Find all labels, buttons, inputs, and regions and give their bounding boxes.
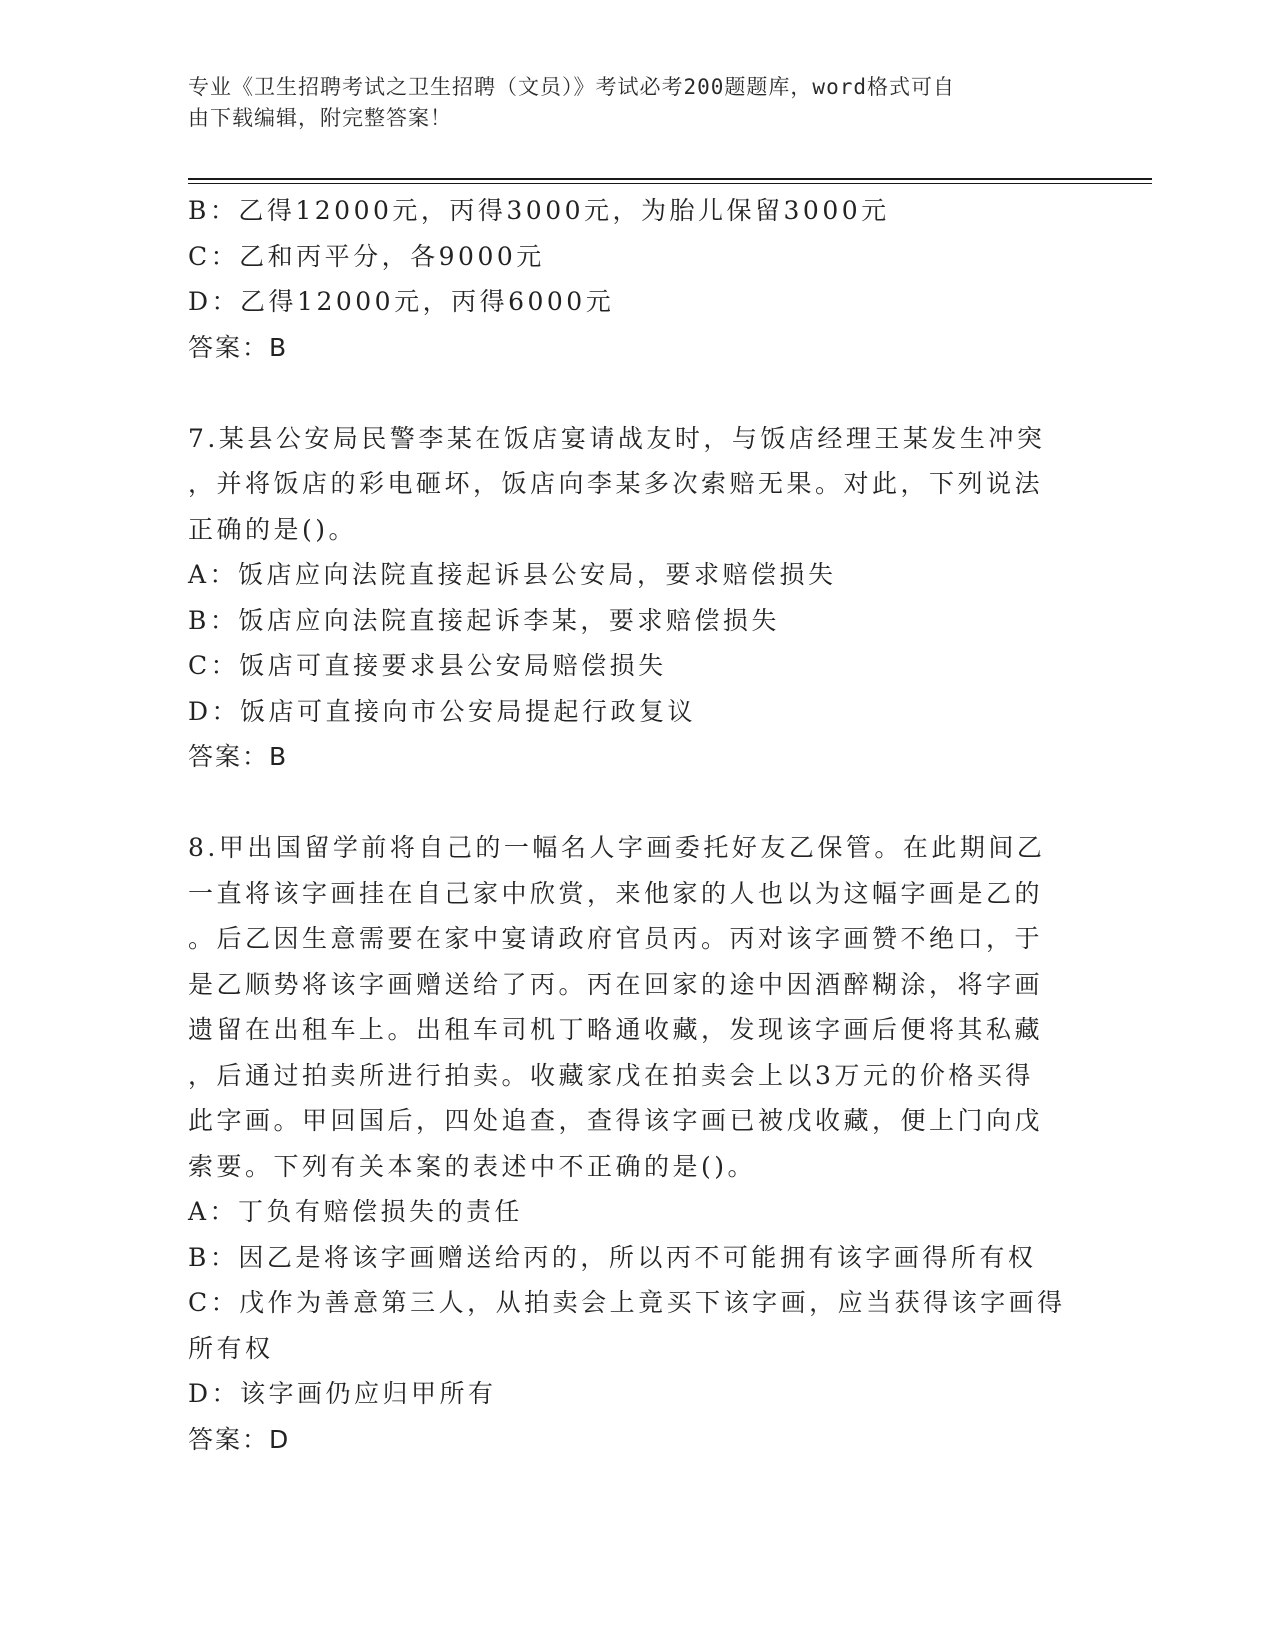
- spacer: [188, 370, 1068, 416]
- question-stem-line: 一直将该字画挂在自己家中欣赏，来他家的人也以为这幅字画是乙的: [188, 878, 1044, 908]
- question-8-block: [188, 825, 1068, 1462]
- question-7-block: [188, 416, 1068, 780]
- question-stem-line: 正确的是()。: [188, 514, 358, 544]
- question-stem-line: 7.某县公安局民警李某在饭店宴请战友时，与饭店经理王某发生冲突: [188, 423, 1046, 453]
- question-stem-line: ，并将饭店的彩电砸坏，饭店向李某多次索赔无果。对此，下列说法: [188, 469, 1044, 498]
- question-stem-line: ，后通过拍卖所进行拍卖。收藏家戊在拍卖会上以3万元的价格买得: [188, 1060, 1034, 1090]
- option-d: D：该字画仍应归甲所有: [188, 1379, 497, 1408]
- header-rule: [188, 178, 1152, 180]
- option-d: D：饭店可直接向市公安局提起行政复议: [188, 696, 697, 726]
- previous-question-block: [188, 188, 1068, 370]
- option-b: B：饭店应向法院直接起诉李某，要求赔偿损失: [188, 605, 780, 635]
- option-c-continuation: 所有权: [188, 1333, 274, 1363]
- option-c: C：饭店可直接要求县公安局赔偿损失: [188, 651, 667, 680]
- option-b: B：因乙是将该字画赠送给丙的，所以丙不可能拥有该字画得所有权: [188, 1242, 1037, 1272]
- option-c: C：乙和丙平分，各9000元: [188, 241, 545, 271]
- question-stem-line: 遗留在出租车上。出租车司机丁略通收藏，发现该字画后便将其私藏: [188, 1015, 1044, 1044]
- header-rule-thin: [188, 183, 1152, 184]
- option-b: B：乙得12000元，丙得3000元，为胎儿保留3000元: [188, 196, 890, 225]
- option-a: A：丁负有赔偿损失的责任: [188, 1197, 524, 1226]
- question-stem-line: 。后乙因生意需要在家中宴请政府官员丙。丙对该字画赞不绝口，于: [188, 924, 1044, 953]
- question-stem-line: 此字画。甲回国后，四处追查，查得该字画已被戊收藏，便上门向戊: [188, 1106, 1044, 1135]
- option-c: C：戊作为善意第三人，从拍卖会上竟买下该字画，应当获得该字画得: [188, 1288, 1066, 1317]
- option-a: A：饭店应向法院直接起诉县公安局，要求赔偿损失: [188, 560, 837, 589]
- answer-line: 答案：D: [188, 1424, 291, 1454]
- header-line: 由下载编辑，附完整答案！: [188, 106, 452, 130]
- header-line: 专业《卫生招聘考试之卫生招聘（文员）》考试必考200题题库，word格式可自: [188, 75, 955, 99]
- answer-line: 答案：B: [188, 332, 289, 362]
- option-d: D：乙得12000元，丙得6000元: [188, 287, 615, 316]
- question-stem-line: 是乙顺势将该字画赠送给了丙。丙在回家的途中因酒醉糊涂，将字画: [188, 969, 1044, 999]
- question-stem-line: 索要。下列有关本案的表述中不正确的是()。: [188, 1151, 757, 1181]
- question-content: [188, 188, 1068, 1462]
- answer-line: 答案：B: [188, 742, 289, 771]
- spacer: [188, 780, 1068, 826]
- document-header: [188, 72, 1068, 134]
- question-stem-line: 8.甲出国留学前将自己的一幅名人字画委托好友乙保管。在此期间乙: [188, 833, 1046, 862]
